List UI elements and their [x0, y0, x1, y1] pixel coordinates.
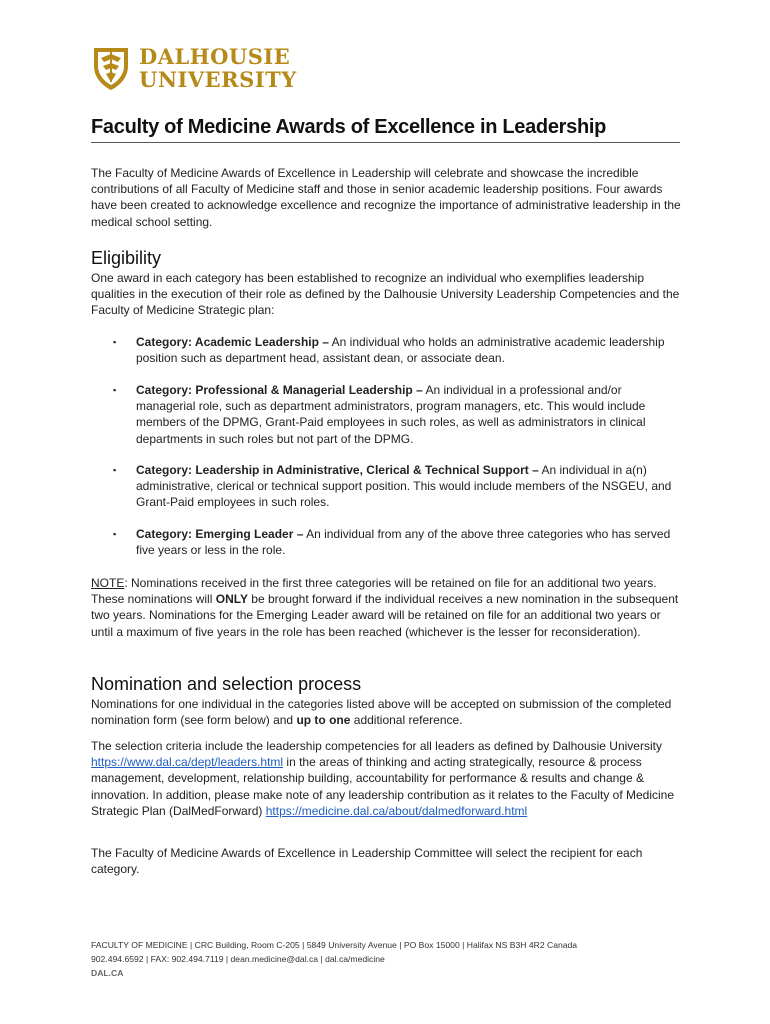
dalhousie-logo — [91, 44, 297, 92]
bullet-icon: ▪ — [113, 385, 117, 395]
category-description: An individual from any of the above three categories who has served five years or less in the role. — [136, 527, 671, 558]
footer-address: FACULTY OF MEDICINE | CRC Building, Room C-205 | 5849 University Avenue | PO Box 15000 | Halifax NS B3H 4R2 Canada — [91, 940, 578, 950]
category-label: Category: Emerging Leader – — [136, 527, 304, 541]
bullet-icon: ▪ — [113, 529, 117, 539]
bullet-icon: ▪ — [113, 337, 117, 347]
category-description: An individual in a(n) administrative, clerical or technical support position. This would include members of the NSGEU, and Grant-Paid employees in such roles. — [136, 463, 672, 510]
committee-paragraph: The Faculty of Medicine Awards of Excellence in Leadership Committee will select the recipient for each category. — [91, 846, 643, 877]
footer-contact: 902.494.6592 | FAX: 902.494.7119 | dean.medicine@dal.ca | dal.ca/medicine — [91, 954, 385, 964]
page-footer — [91, 938, 691, 980]
category-label: Category: Academic Leadership – — [136, 335, 329, 349]
nomination-emphasis: up to one — [296, 713, 351, 728]
eligibility-heading: Eligibility — [91, 248, 162, 268]
logo-line-1: DALHOUSIE — [139, 44, 291, 69]
selection-criteria-paragraph: The selection criteria include the leadership competencies for all leaders as defined by Dalhousie University https://www.dal.ca/dept/leaders.html in the areas of thinking and acting strategically, resource & process management, development, relationship building, accountability for performance & results and change & innovation. In addition, please make note of any leadership contribution as it relates to the Faculty of Medicine Strategic Plan (DalMedForward) https://medicine.dal.ca/about/dalmedforward.html — [91, 739, 675, 818]
logo-line-2: UNIVERSITY — [139, 67, 297, 92]
bullet-icon: ▪ — [113, 465, 117, 475]
category-label: Category: Leadership in Administrative, Clerical & Technical Support – — [136, 463, 539, 477]
leaders-link[interactable]: https://www.dal.ca/dept/leaders.html — [91, 755, 284, 770]
dalmedforward-link[interactable]: https://medicine.dal.ca/about/dalmedforward.html — [265, 803, 528, 818]
eligibility-paragraph: One award in each category has been established to recognize an individual who exemplifies leadership qualities in the execution of their role as defined by the Dalhousie University Leadership Competencies and the Faculty of Medicine Strategic plan: — [91, 271, 680, 318]
page-title: Faculty of Medicine Awards of Excellence in Leadership — [91, 116, 680, 143]
category-description: An individual who holds an administrative academic leadership position such as department head, assistant dean, or associate dean. — [136, 335, 665, 366]
note-emphasis: ONLY — [215, 592, 248, 607]
intro-paragraph: The Faculty of Medicine Awards of Excellence in Leadership will celebrate and showcase the incredible contributions of all Faculty of Medicine staff and those in senior academic leadership positions. Four awards have been created to acknowledge excellence and recognize the importance of administrative leadership in the medical school setting. — [91, 166, 681, 229]
nomination-paragraph-1: Nominations for one individual in the categories listed above will be accepted on submission of the completed nomination form (see form below) and up to one additional reference. — [91, 697, 672, 728]
category-description: An individual in a professional and/or managerial role, such as department administrators, program managers, etc. This would include members of the DPMG, Grant-Paid employees in such roles, as well as administrators in clinical departments in such roles but not part of the DPMG. — [136, 383, 646, 446]
note-label: NOTE — [91, 576, 125, 590]
category-label: Category: Professional & Managerial Leadership – — [136, 383, 423, 397]
nomination-heading: Nomination and selection process — [91, 674, 362, 694]
logo-wordmark — [139, 46, 297, 90]
shield-crest-icon — [91, 44, 131, 92]
footer-website: DAL.CA — [91, 968, 124, 978]
note-paragraph: NOTE: Nominations received in the first three categories will be retained on file for an additional two years. These nominations will ONLY be brought forward if the individual receives a new nomination in the subsequent two years. Nominations for the Emerging Leader award will be retained on file for an additional two years or until a maximum of five years in the role has been reached (whichever is the lesser for reconsideration). — [91, 576, 679, 639]
